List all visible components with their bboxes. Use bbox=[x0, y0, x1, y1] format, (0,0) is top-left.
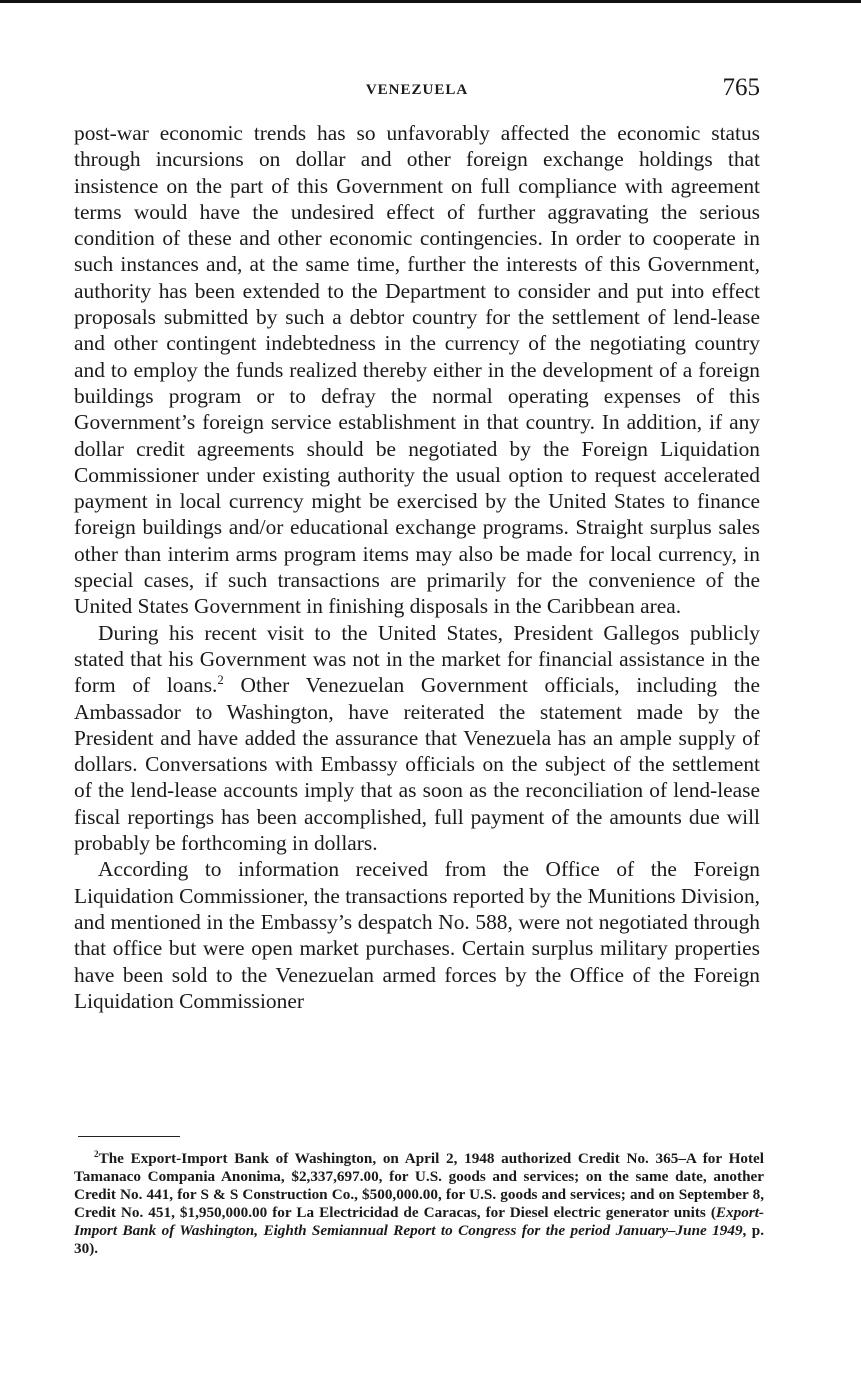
footnote-divider bbox=[78, 1136, 180, 1137]
footnote-text-end: , p. 30). bbox=[74, 1222, 764, 1257]
page-top-edge bbox=[0, 0, 861, 3]
paragraph-gallegos-text-start: During his recent visit to the United States, President Gallegos publicly stated that his Government was not in the market for financial assistance in the form of loans. bbox=[74, 620, 760, 698]
paragraph-gallegos bbox=[74, 620, 760, 857]
paragraph-continued: post-war economic trends has so unfavorably affected the economic status through incursions on dollar and other foreign exchange holdings that insistence on the part of this Government on full compliance with agreement terms would have the undesired effect of further aggravating the serious condition of these and other economic contingencies. In order to cooperate in such instances and, at the same time, further the interests of this Government, authority has been extended to the Department to consider and put into effect proposals submitted by such a debtor country for the settlement of lend-lease and other contingent indebtedness in the currency of the negotiating country and to employ the funds realized thereby either in the development of a foreign buildings program or to defray the normal operating expenses of this Government’s foreign service establishment in that country. In addition, if any dollar credit agreements should be negotiated by the Foreign Liquidation Commissioner under existing authority the usual option to request accelerated payment in local currency might be exercised by the United States to finance foreign buildings and/or educational exchange programs. Straight surplus sales other than interim arms program items may also be made for local currency, in special cases, if such transactions are primarily for the convenience of the United States Government in finishing disposals in the Caribbean area. bbox=[74, 121, 760, 619]
body-text bbox=[74, 120, 760, 1014]
footnote-report-title: Export-Import Bank of Washington, Eighth Semiannual Report to Congress for the period January–June 1949 bbox=[74, 1204, 764, 1239]
footnote bbox=[74, 1150, 764, 1258]
footnote-text: The Export-Import Bank of Washington, on April 2, 1948 authorized Credit No. 365–A for Hotel Tamanaco Compania Anonima, $2,337,697.00, for U.S. goods and services; on the same date, another Credit No. 441, for S & S Construction Co., $500,000.00, for U.S. goods and services; and on September 8, Credit No. 451, $1,950,000.00 for La Electricidad de Caracas, for Diesel electric generator units ( bbox=[74, 1150, 764, 1221]
running-title: VENEZUELA bbox=[365, 82, 469, 98]
footnote-marker: 2 bbox=[94, 1148, 99, 1159]
running-head bbox=[74, 74, 760, 108]
page-number: 765 bbox=[722, 74, 760, 101]
footnote-reference[interactable]: 2 bbox=[217, 673, 224, 688]
paragraph-gallegos-text-end: Other Venezuelan Government officials, including the Ambassador to Washington, have reiterated the statement made by the President and have added the assurance that Venezuela has an ample supply of dollars. Conversations with Embassy officials on the subject of the settlement of the lend-lease accounts imply that as soon as the reconciliation of lend-lease fiscal reportings has been accomplished, full payment of the amounts due will probably be forthcoming in dollars. bbox=[74, 673, 760, 856]
paragraph-foreign-liquidation: According to information received from the Office of the Foreign Liquidation Commissioner, the transactions reported by the Munitions Division, and mentioned in the Embassy’s despatch No. 588, were not negotiated through that office but were open market purchases. Certain surplus military properties have been sold to the Venezuelan armed forces by the Office of the Foreign Liquidation Commissioner bbox=[74, 857, 760, 1013]
